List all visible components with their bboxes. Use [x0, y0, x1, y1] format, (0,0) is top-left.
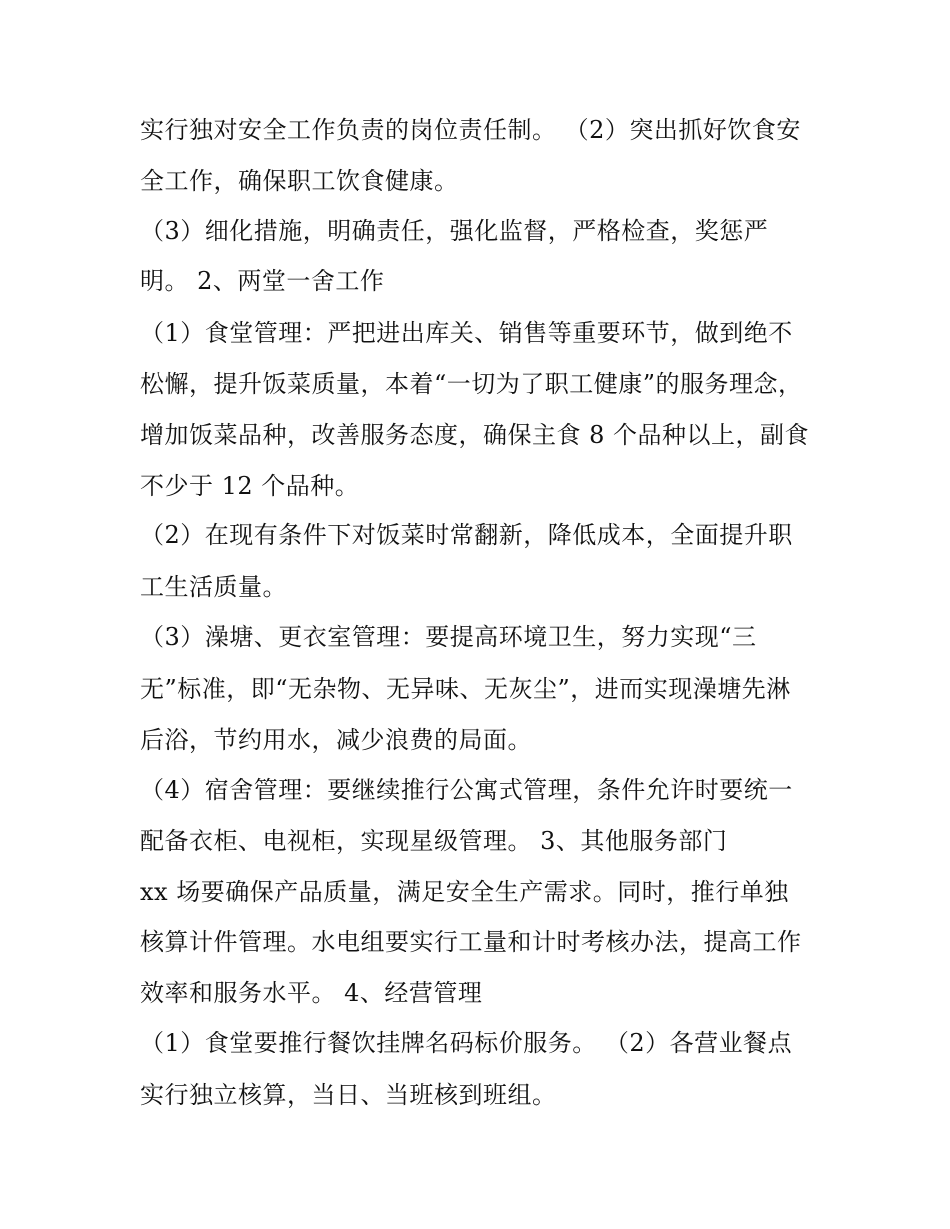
text-line: 效率和服务水平。 4、经营管理: [140, 979, 483, 1007]
text-line: （2）在现有条件下对饭菜时常翻新，降低成本，全面提升职: [140, 521, 793, 549]
text-line: （3）细化措施，明确责任，强化监督，严格检查，奖惩严: [140, 217, 769, 245]
text-line: （4）宿舍管理：要继续推行公寓式管理，条件允许时要统一: [140, 776, 793, 804]
text-line: 工生活质量。: [140, 573, 287, 601]
text-line: 不少于 12 个品种。: [140, 472, 360, 500]
text-line: （1）食堂要推行餐饮挂牌名码标价服务。 （2）各营业餐点: [140, 1029, 793, 1057]
text-line: 明。 2、两堂一舍工作: [140, 267, 385, 295]
text-line: 实行独立核算，当日、当班核到班组。: [140, 1081, 557, 1109]
text-line: 核算计件管理。水电组要实行工量和计时考核办法，提高工作: [140, 928, 802, 956]
text-line: 全工作，确保职工饮食健康。: [140, 167, 459, 195]
text-line: 配备衣柜、电视柜，实现星级管理。 3、其他服务部门: [140, 827, 728, 855]
text-line: 增加饭菜品种，改善服务态度，确保主食 8 个品种以上，副食: [140, 421, 810, 449]
text-line: （1）食堂管理：严把进出库关、销售等重要环节，做到绝不: [140, 319, 793, 347]
text-line: 实行独对安全工作负责的岗位责任制。 （2）突出抓好饮食安: [140, 116, 801, 144]
text-line: 无”标准，即“无杂物、无异味、无灰尘”，进而实现澡塘先淋: [140, 675, 791, 703]
text-line: 松懈，提升饭菜质量，本着“一切为了职工健康”的服务理念，: [140, 370, 803, 398]
text-line: xx 场要确保产品质量，满足安全生产需求。同时，推行单独: [140, 878, 789, 906]
text-line: （3）澡塘、更衣室管理：要提高环境卫生，努力实现“三: [140, 623, 757, 651]
text-line: 后浴，节约用水，减少浪费的局面。: [140, 726, 532, 754]
